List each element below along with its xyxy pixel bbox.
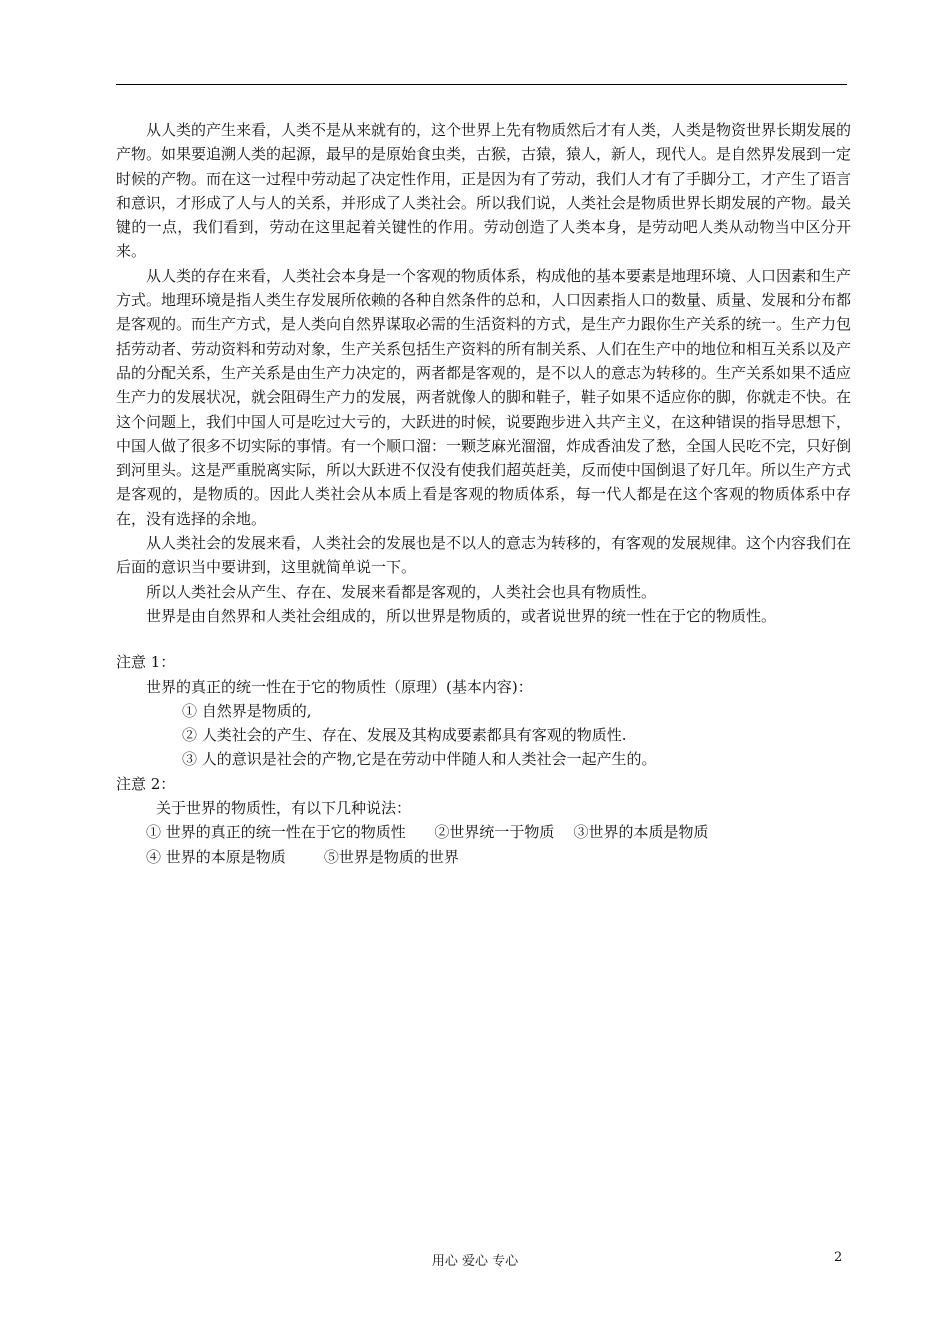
note-1-item: ② 人类社会的产生、存在、发展及其构成要素都具有客观的物质性.: [182, 726, 627, 745]
note-1-intro: 世界的真正的统一性在于它的物质性（原理）(基本内容)：: [146, 677, 533, 696]
paragraph-development: 从人类社会的发展来看，人类社会的发展也是不以人的意志为转移的，有客观的发展规律。这个内容我们在后面的意识当中要讲到，这里就简单说一下。: [116, 534, 852, 577]
paragraph-existence: 从人类的存在来看，人类社会本身是一个客观的物质体系，构成他的基本要素是地理环境、人口因素和生产方式。地理环境是指人类生存发展所依赖的各种自然条件的总和，人口因素指人口的数量、质量、发展和分布都是客观的。而生产方式，是人类向自然界谋取必需的生活资料的方式，是生产力跟你生产关系的统一。生产力包括劳动者、劳动资料和劳动对象，生产关系包括生产资料的所有制关系、人们在生产中的地位和相互关系以及产品的分配关系，生产关系是由生产力决定的，两者都是客观的，是不以人的意志为转移的。生产关系如果不适应生产力的发展状况，就会阻碍生产力的发展，两者就像人的脚和鞋子，鞋子如果不适应你的脚，你就走不快。在这个问题上，我们中国人可是吃过大亏的，大跃进的时候，说要跑步进入共产主义，在这种错误的指导思想下，中国人做了很多不切实际的事情。有一个顺口溜：一颗芝麻光溜溜，炸成香油发了愁，全国人民吃不完，只好倒到河里头。这是严重脱离实际，所以大跃进不仅没有使我们超英赶美，反而使中国倒退了好几年。所以生产方式是客观的，是物质的。因此人类社会从本质上看是客观的物质体系，每一代人都是在这个客观的物质体系中存在，没有选择的余地。: [116, 266, 852, 528]
note-2-intro: 关于世界的物质性，有以下几种说法：: [156, 799, 412, 818]
paragraph-origin: 从人类的产生来看，人类不是从来就有的，这个世界上先有物质然后才有人类，人类是物资世界长期发展的产物。如果要追溯人类的起源，最早的是原始食虫类，古猴，古猿，猿人，新人，现代人。是自然界发展到一定时候的产物。而在这一过程中劳动起了决定性作用，正是因为有了劳动，我们人才有了手脚分工，才产生了语言和意识，才形成了人与人的关系，并形成了人类社会。所以我们说，人类社会是物质世界长期发展的产物。最关键的一点，我们看到，劳动在这里起着关键性的作用。劳动创造了人类本身，是劳动吧人类从动物当中区分开来。: [116, 121, 852, 261]
note-2-title: 注意 2：: [116, 774, 176, 793]
paragraph-summary: 所以人类社会从产生、存在、发展来看都是客观的，人类社会也具有物质性。: [146, 582, 657, 601]
footer-slogan: 用心 爱心 专心: [431, 1254, 519, 1269]
document-body: [116, 118, 851, 869]
header-rule: [116, 84, 847, 85]
paragraph-conclusion: 世界是由自然界和人类社会组成的，所以世界是物质的，或者说世界的统一性在于它的物质性。: [146, 606, 777, 625]
page-number: 2: [834, 1250, 843, 1265]
note-1-item: ③ 人的意识是社会的产物,它是在劳动中伴随人和人类社会一起产生的。: [182, 750, 657, 769]
section-gap: [116, 628, 851, 650]
note-2-options-line-2: ④ 世界的本原是物质 ⑤世界是物质的世界: [146, 847, 459, 866]
note-1-title: 注意 1：: [116, 653, 176, 672]
note-1-item: ① 自然界是物质的,: [182, 701, 312, 720]
note-2-options-line-1: ① 世界的真正的统一性在于它的物质性 ②世界统一于物质 ③世界的本质是物质: [146, 823, 709, 842]
